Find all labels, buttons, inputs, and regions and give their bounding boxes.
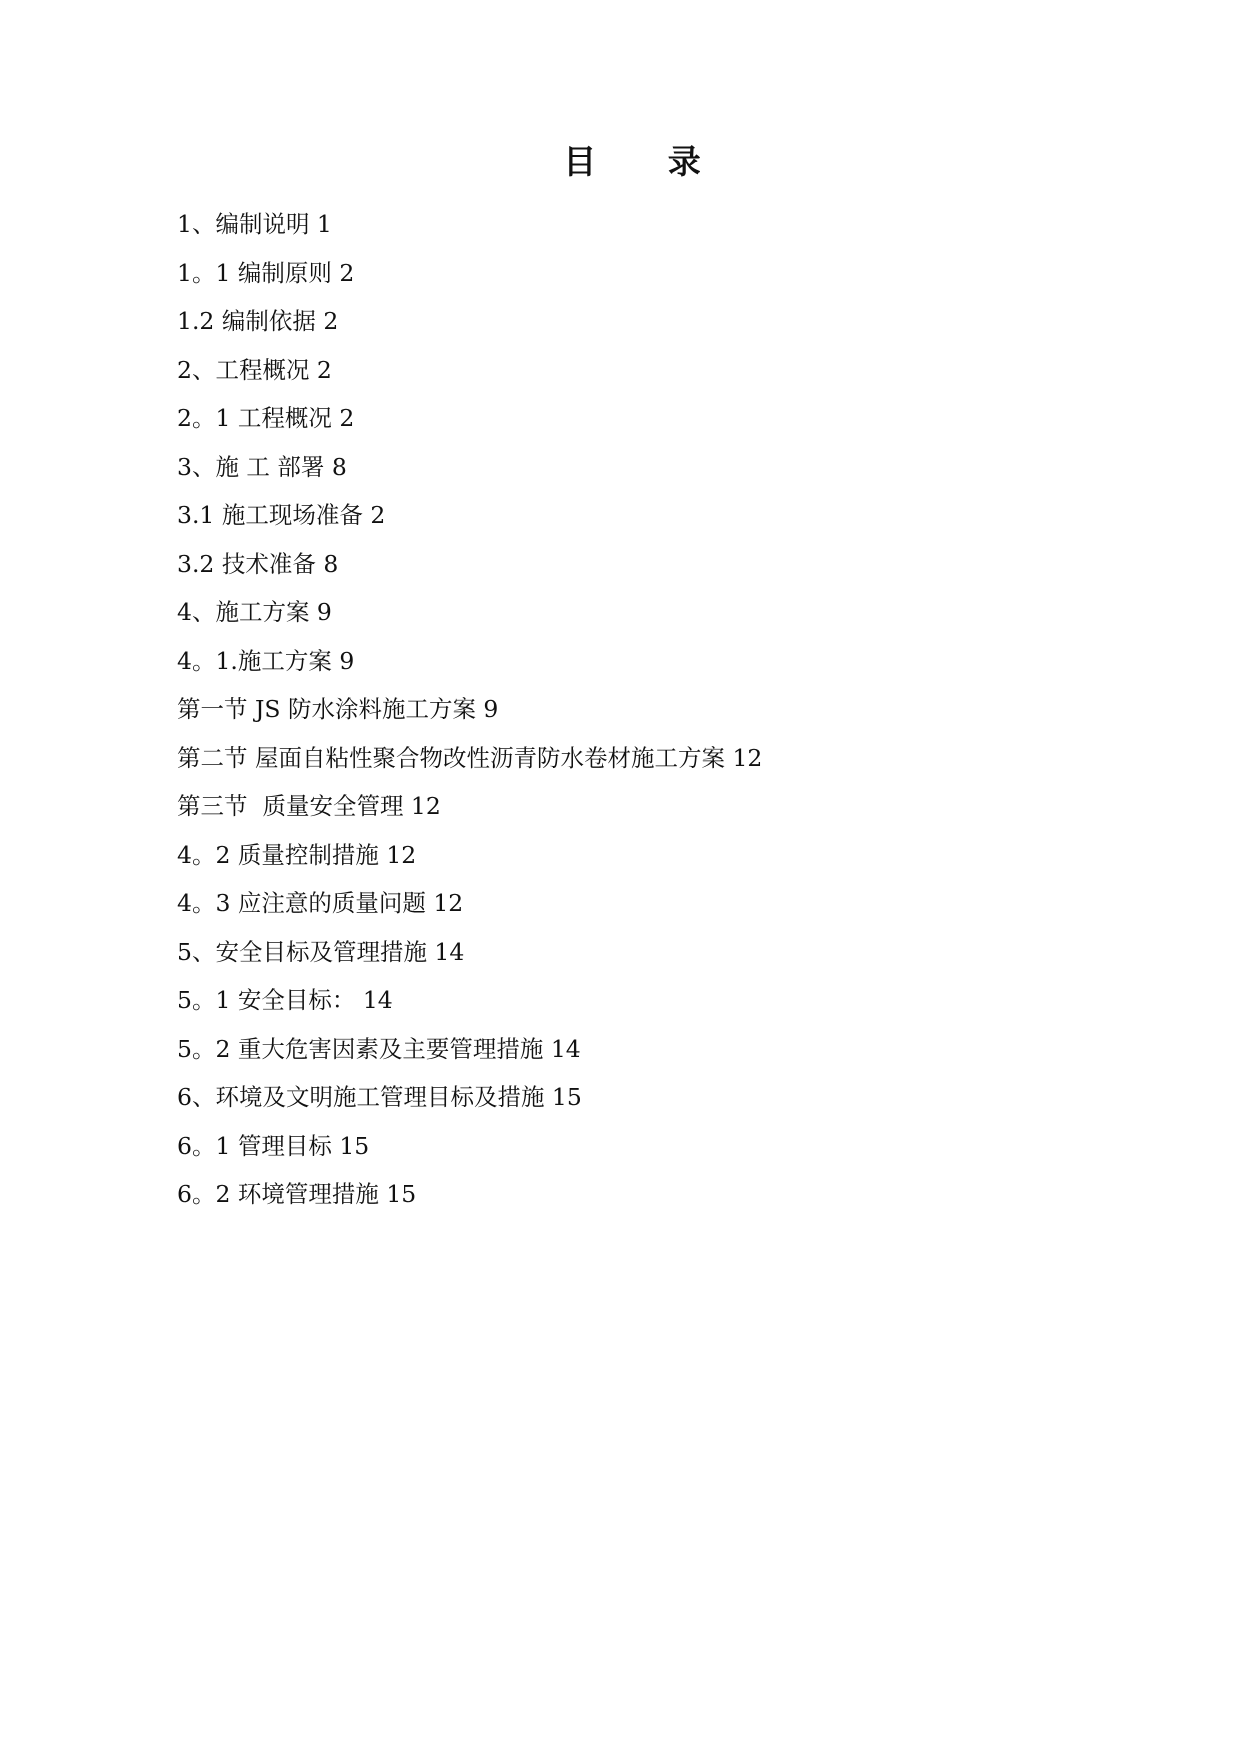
toc-entry-4-1: 4。1.施工方案 9 <box>177 646 355 675</box>
toc-list <box>177 206 762 1225</box>
toc-entry-1: 1、编制说明 1 <box>177 210 332 238</box>
toc-entry-4: 4、施工方案 9 <box>177 598 332 626</box>
toc-entry-4-3: 4。3 应注意的质量问题 12 <box>177 889 464 917</box>
toc-entry-4-2: 4。2 质量控制措施 12 <box>177 840 417 869</box>
toc-entry-section-2: 第二节 屋面自粘性聚合物改性沥青防水卷材施工方案 12 <box>177 743 763 772</box>
toc-entry-1-1: 1。1 编制原则 2 <box>177 258 355 287</box>
toc-entry-5-1: 5。1 安全目标： 14 <box>177 986 393 1014</box>
toc-entry-6: 6、环境及文明施工管理目标及措施 15 <box>177 1083 582 1111</box>
toc-entry-2: 2、工程概况 2 <box>177 355 332 384</box>
toc-entry-6-1: 6。1 管理目标 15 <box>177 1131 370 1160</box>
toc-entry-6-2: 6。2 环境管理措施 15 <box>177 1180 417 1208</box>
toc-title: 目 录 <box>563 142 731 181</box>
toc-entry-1-2: 1.2 编制依据 2 <box>177 307 339 335</box>
toc-entry-section-1: 第一节 JS 防水涂料施工方案 9 <box>177 695 499 723</box>
toc-entry-3: 3、施 工 部署 8 <box>177 452 347 481</box>
toc-entry-5: 5、安全目标及管理措施 14 <box>177 937 465 966</box>
toc-entry-3-1: 3.1 施工现场准备 2 <box>177 501 386 529</box>
toc-entry-5-2: 5。2 重大危害因素及主要管理措施 14 <box>177 1034 581 1063</box>
toc-entry-3-2: 3.2 技术准备 8 <box>177 549 339 578</box>
toc-entry-2-1: 2。1 工程概况 2 <box>177 404 355 432</box>
toc-entry-section-3: 第三节 质量安全管理 12 <box>177 792 441 820</box>
